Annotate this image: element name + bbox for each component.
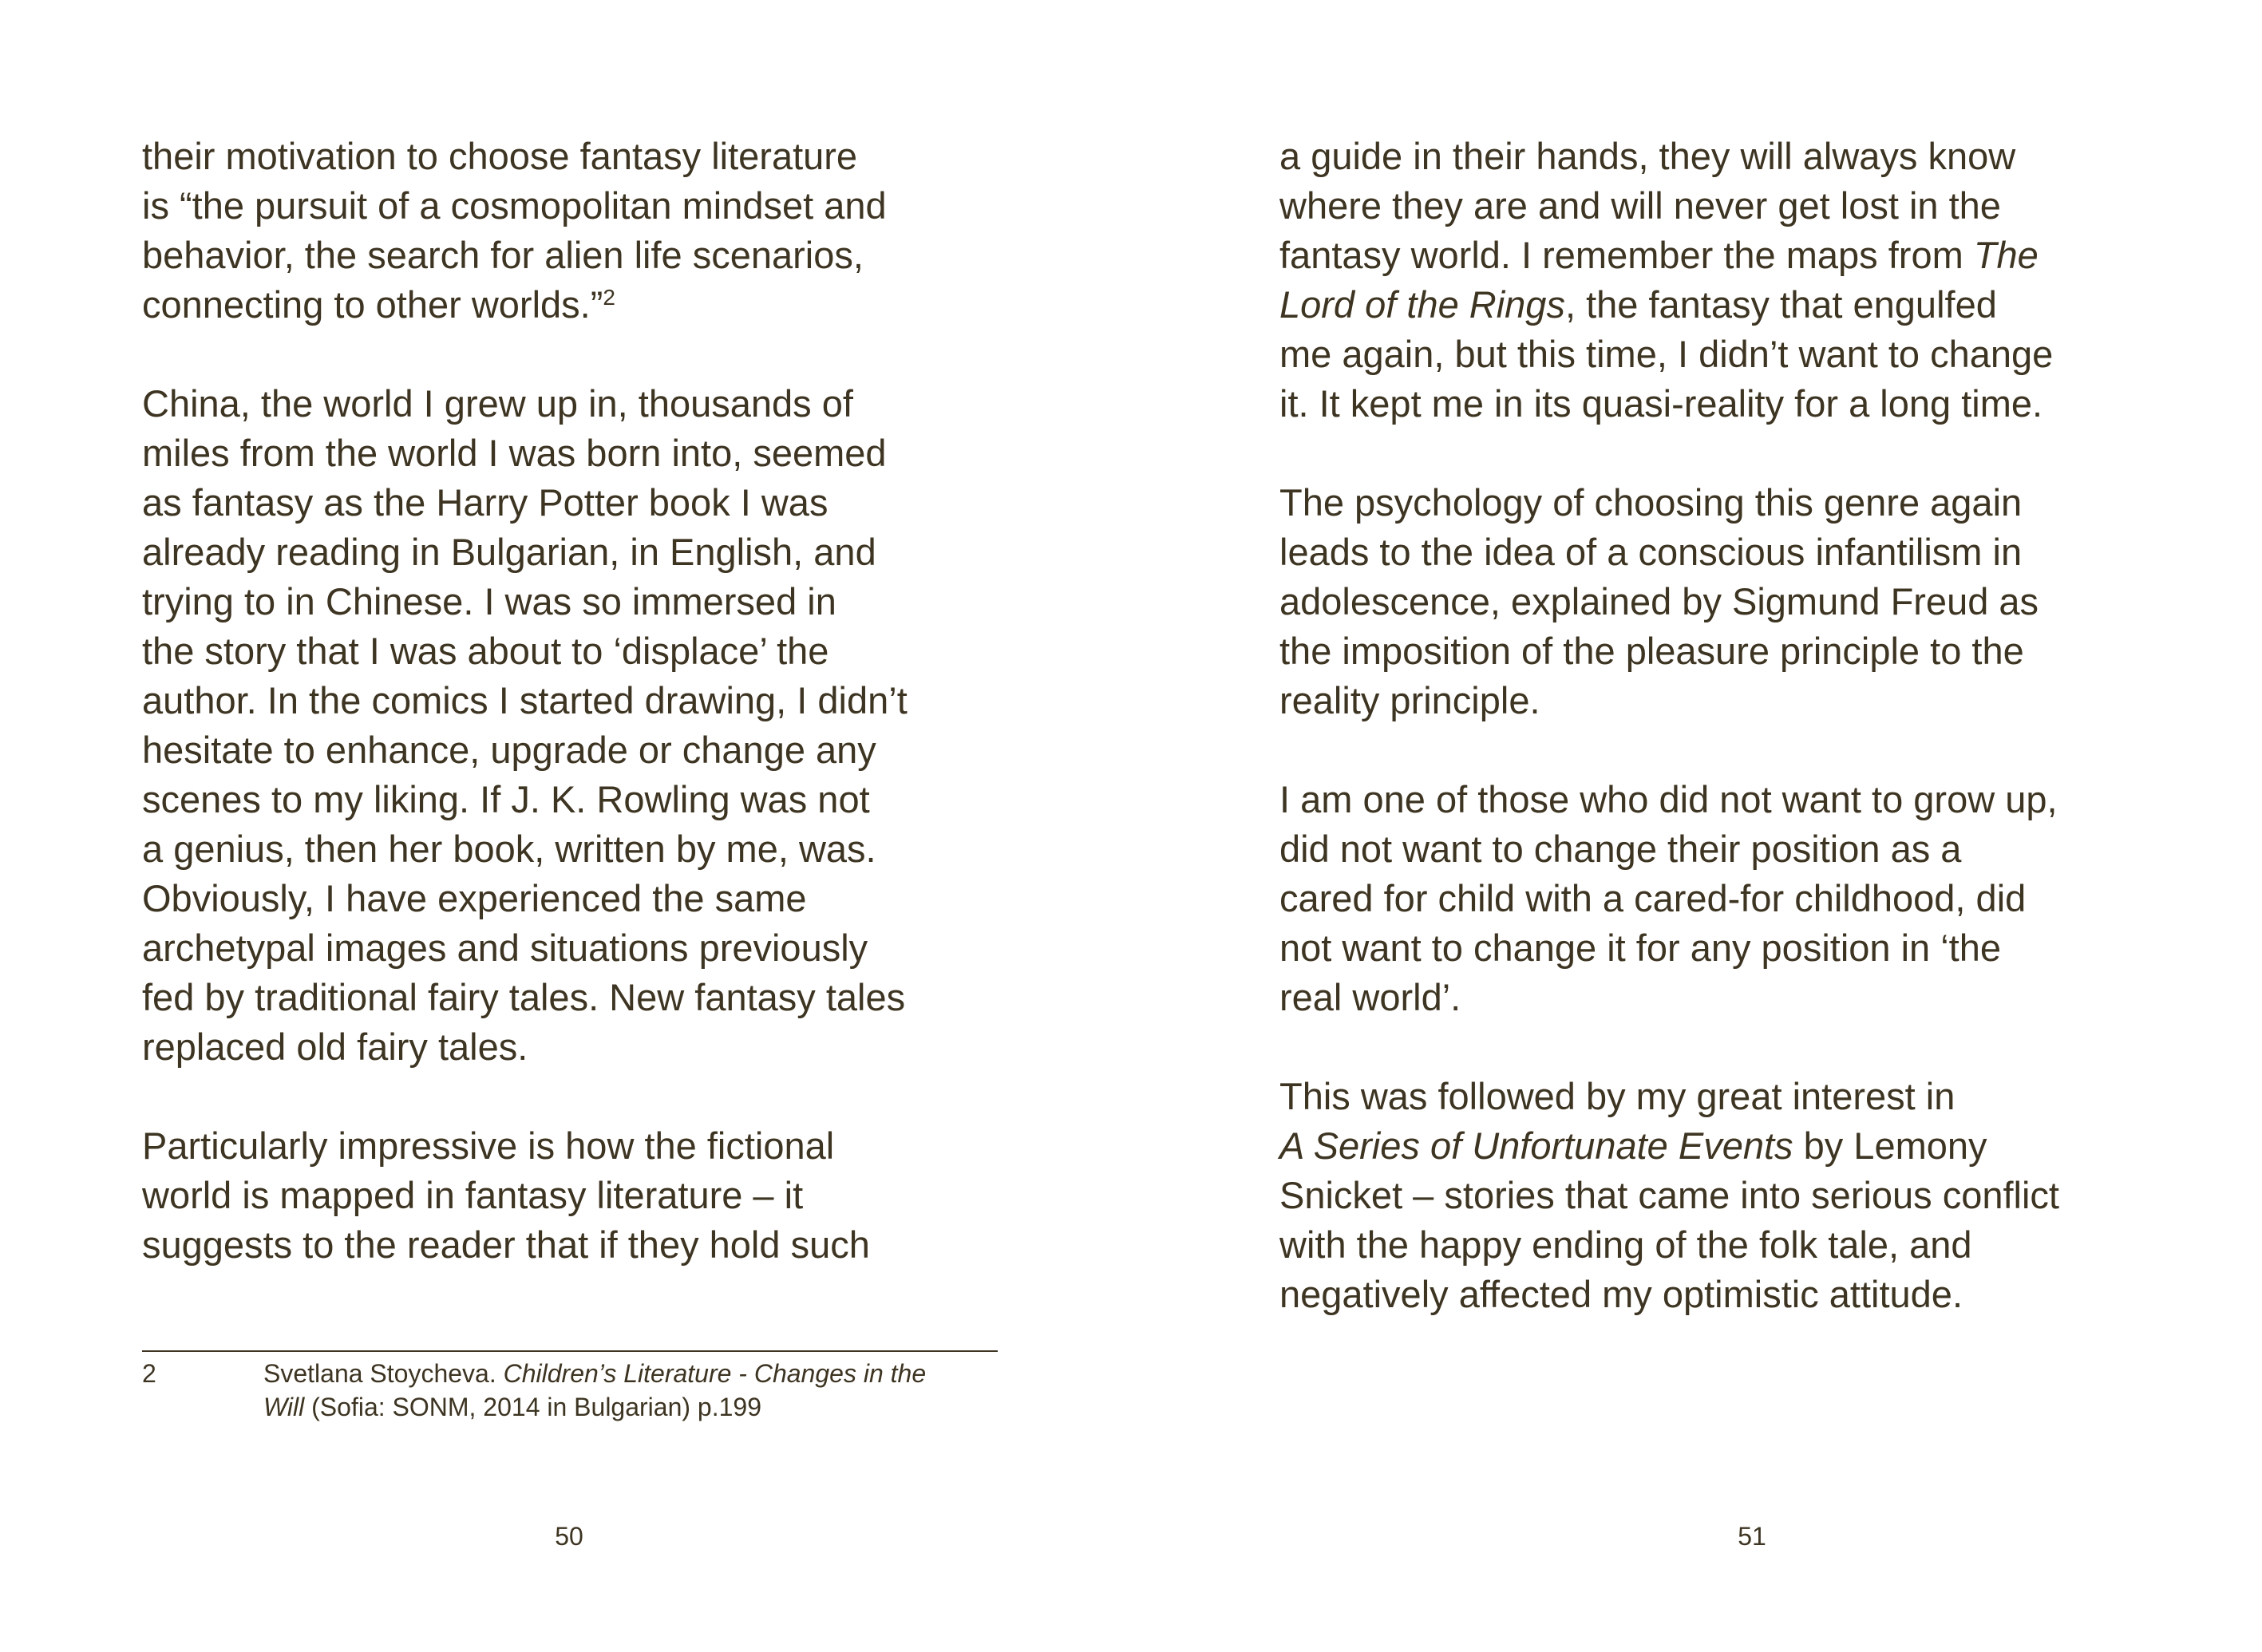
text-line: replaced old fairy tales. xyxy=(142,1026,528,1068)
footnote-reference[interactable]: 2 xyxy=(603,285,615,310)
text-line: fed by traditional fairy tales. New fantasy tales xyxy=(142,976,906,1018)
text-line: trying to in Chinese. I was so immersed in xyxy=(142,580,836,622)
text-line: is “the pursuit of a cosmopolitan mindset and xyxy=(142,184,887,227)
paragraph xyxy=(142,132,1012,330)
text-line xyxy=(1279,280,2165,330)
text-line: the story that I was about to ‘displace’ the xyxy=(142,630,829,672)
text-line: cared for child with a cared-for childhood, did xyxy=(1279,877,2027,919)
footnote-number: 2 xyxy=(142,1359,156,1388)
text-line xyxy=(1279,1121,2165,1171)
text-line xyxy=(263,1390,998,1424)
text-line: me again, but this time, I didn’t want to change xyxy=(1279,333,2054,375)
paragraph xyxy=(1279,775,2165,1022)
text-fragment: by Lemony xyxy=(1793,1124,1987,1167)
footnote-publication: (Sofia: SONM, 2014 in Bulgarian) p.199 xyxy=(304,1393,761,1421)
text-line xyxy=(142,280,1012,330)
text-line: where they are and will never get lost in the xyxy=(1279,184,2001,227)
text-line: author. In the comics I started drawing, I didn’t xyxy=(142,679,908,721)
text-line: archetypal images and situations previously xyxy=(142,927,868,969)
paragraph xyxy=(1279,1072,2165,1319)
text-line: hesitate to enhance, upgrade or change any xyxy=(142,729,876,771)
page-number: 50 xyxy=(555,1522,583,1551)
text-line xyxy=(1279,231,2165,280)
text-line: a guide in their hands, they will always know xyxy=(1279,135,2016,177)
text-line: as fantasy as the Harry Potter book I was xyxy=(142,481,828,524)
text-line: behavior, the search for alien life scenarios, xyxy=(142,234,864,276)
paragraph-gap xyxy=(1279,1022,2165,1072)
book-title: The xyxy=(1973,234,2039,276)
text-line: adolescence, explained by Sigmund Freud as xyxy=(1279,580,2039,622)
text-line: it. It kept me in its quasi-reality for a long time. xyxy=(1279,382,2043,425)
text-line: not want to change it for any position in ‘the xyxy=(1279,927,2002,969)
paragraph xyxy=(142,1121,1012,1270)
text-line: the imposition of the pleasure principle to the xyxy=(1279,630,2024,672)
footnote-title: Children’s Literature - Changes in the xyxy=(503,1359,927,1388)
paragraph-gap xyxy=(1279,725,2165,775)
text-line: did not want to change their position as a xyxy=(1279,828,1962,870)
book-title: A Series of Unfortunate Events xyxy=(1279,1124,1793,1167)
text-line: miles from the world I was born into, seemed xyxy=(142,432,887,474)
text-line: a genius, then her book, written by me, was. xyxy=(142,828,876,870)
text-line: scenes to my liking. If J. K. Rowling was not xyxy=(142,778,870,820)
footnote-text xyxy=(263,1357,998,1424)
book-title: Lord of the Rings xyxy=(1279,283,1565,326)
text-line: negatively affected my optimistic attitude. xyxy=(1279,1273,1963,1315)
text-line: This was followed by my great interest in xyxy=(1279,1075,1956,1117)
text-line: The psychology of choosing this genre again xyxy=(1279,481,2023,524)
paragraph xyxy=(1279,478,2165,725)
text-line: already reading in Bulgarian, in English, and xyxy=(142,531,876,573)
footnote-title: Will xyxy=(263,1393,305,1421)
text-fragment: , the fantasy that engulfed xyxy=(1564,283,1997,326)
paragraph-gap xyxy=(1279,429,2165,478)
text-line: Particularly impressive is how the fictional xyxy=(142,1124,835,1167)
text-fragment: connecting to other worlds.” xyxy=(142,283,603,326)
paragraph xyxy=(142,379,1012,1072)
text-line: reality principle. xyxy=(1279,679,1540,721)
footnote-author: Svetlana Stoycheva. xyxy=(263,1359,504,1388)
paragraph xyxy=(1279,132,2165,429)
text-line: real world’. xyxy=(1279,976,1461,1018)
text-fragment: fantasy world. I remember the maps from xyxy=(1279,234,1974,276)
text-line: suggests to the reader that if they hold such xyxy=(142,1223,870,1266)
paragraph-gap xyxy=(142,1072,1012,1121)
text-line: Obviously, I have experienced the same xyxy=(142,877,807,919)
text-line: world is mapped in fantasy literature – it xyxy=(142,1174,804,1216)
text-line: their motivation to choose fantasy literature xyxy=(142,135,858,177)
text-line: Snicket – stories that came into serious conflict xyxy=(1279,1174,2059,1216)
right-page-body xyxy=(1279,132,2165,1319)
text-line: China, the world I grew up in, thousands of xyxy=(142,382,853,425)
text-line: I am one of those who did not want to grow up, xyxy=(1279,778,2058,820)
right-page xyxy=(1131,0,2262,1652)
text-line: with the happy ending of the folk tale, and xyxy=(1279,1223,1972,1266)
footnote-divider xyxy=(142,1350,998,1352)
text-line xyxy=(263,1357,998,1390)
paragraph-gap xyxy=(142,330,1012,379)
page-number: 51 xyxy=(1738,1522,1766,1551)
left-page-body xyxy=(142,132,1012,1270)
text-line: leads to the idea of a conscious infantilism in xyxy=(1279,531,2023,573)
